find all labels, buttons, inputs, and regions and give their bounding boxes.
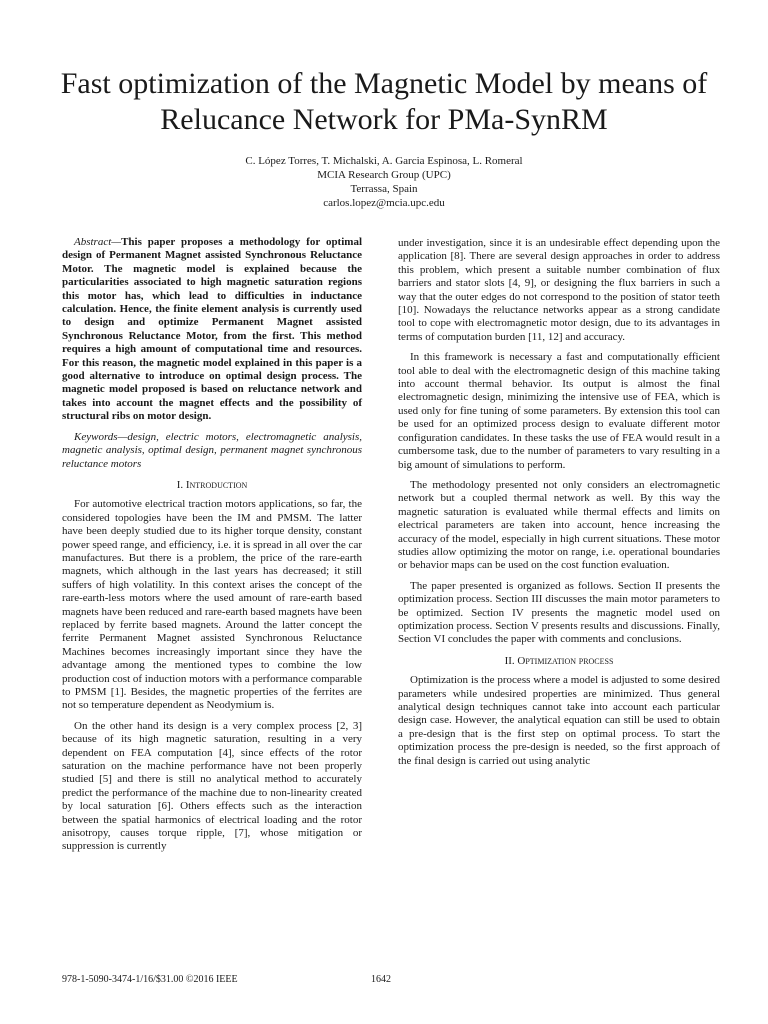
footer-isbn: 978-1-5090-3474-1/16/$31.00 ©2016 IEEE (62, 974, 238, 985)
page-number: 1642 (371, 974, 391, 985)
author-group: MCIA Research Group (UPC) (317, 169, 451, 181)
paragraph: The methodology presented not only considers an electromagnetic network but a coupled thermal network as well. By this way the magnetic saturation is evaluated while thermal effects and limits on electrical parameters are taken into account, hence increasing the accuracy of the model, especially in high current situations. These motor studies allow optimizing the motor on range, i.e. operational boundaries or behavior maps can be used on the cost function evaluation. (398, 478, 720, 572)
section-heading-introduction: I. Introduction (176, 478, 248, 491)
abstract (62, 236, 362, 424)
abstract-lead: Abstract— (74, 236, 122, 248)
left-column (62, 236, 362, 861)
abstract-text: This paper proposes a methodology for optimal design of Permanent Magnet assisted Synchronous Reluctance Motor. The magnetic model is explained because the particularities associated to high magnetic saturation regions this motor has, which lead to difficulties in inductance calculation. Hence, the finite element analysis is currently used to design and optimize Permanent Magnet assisted Synchronous Reluctance Motor, from the first. This method requires a high amount of computational time and resources. For this reason, the magnetic model explained in this paper is a good alternative to introduce on optimal design process. The magnetic model proposed is based on reluctance network and takes into account the magnet effects and the possibility of structural ribs on motor design. (62, 236, 362, 423)
paragraph: On the other hand its design is a very complex process [2, 3] because of its high magnetic saturation, resulting in a very dependent on FEA computation [4], since effects of the rotor saturation on the machine performance have not been properly studied [5] and there is still no analytical method to accurately predict the performance of the machine due to non-linearity created by local saturation [6]. Others effects such as the interaction between the spatial harmonics of electrical loading and the rotor anisotropy, causes torque ripple, [7], whose mitigation or suppression is currently (62, 719, 362, 853)
paper-title (30, 66, 738, 138)
author-block (100, 154, 668, 210)
paragraph: Optimization is the process where a model is adjusted to some desired parameters while undesired properties are minimized. Thus general analytical design techniques cannot take into account each particular design case. However, the analytical equation can still be used to obtain a pre-design that is the first step on optimal process. To start the optimization process the pre-design is needed, so the first approach of the final design is carried out using analytic (398, 674, 720, 767)
paragraph: In this framework is necessary a fast and computationally efficient tool able to deal with the electromagnetic design of this machine taking into account thermal behavior. Its output is almost the final electromagnetic design, minimizing the intensive use of FEA, which is used only for fine tuning of some parameters. By extension this tool can be used for an optimized process design to evaluate different motor configuration candidates. In these tasks the use of FEA would result in a cumbersome task, due to the number of parameters to vary resulting in a big amount of simulations to perform. (398, 351, 720, 471)
author-names: C. López Torres, T. Michalski, A. Garcia Espinosa, L. Romeral (245, 155, 523, 167)
paragraph: The paper presented is organized as follows. Section II presents the optimization process. Section III discusses the main motor parameters to be optimized. Section IV presents the magnetic model used on optimization process. Section V presents results and discussions. Finally, Section VI concludes the paper with comments and conclusions. (398, 579, 720, 646)
author-email[interactable]: carlos.lopez@mcia.upc.edu (323, 197, 445, 209)
paragraph: under investigation, since it is an undesirable effect depending upon the application [8]. There are several design approaches in order to address this problem, which present a suitable number combination of flux barriers and stator slots [4, 9], or designing the flux barriers in such a way that the outer edges do not correspond to the position of stator teeth [10]. Nowadays the reluctance networks appear as a strong candidate tool to cope with electromagnetic motor design, due to its advantages in terms of computation burden [11, 12] and accuracy. (398, 237, 720, 343)
title-line-2: Relucance Network for PMa-SynRM (160, 103, 608, 136)
section-heading-optimization: II. Optimization process (504, 654, 614, 667)
right-column (398, 237, 720, 775)
paragraph: For automotive electrical traction motors applications, so far, the considered topologies have been the IM and PMSM. The latter have been deeply studied due to its higher torque density, constant power speed range, and efficiency, i.e. it is spread in all over the car manufactures. But there is a problem, the price of the rare-earth magnets, which although in the last years has decreased; it still suffers of high volatility. In this context arises the concept of the rare-earth-less motors where the used amount of rare-earth based magnets have been reduced and rare-earth based magnets have been replaced by ferrite based magnets. Around the latter concept the ferrite Permanent Magnet assisted Synchronous Reluctance Machines becomes increasingly important since they have the advantage among the mentioned types to combine the low production cost of induction motors with a performance comparable to PMSM [1]. Besides, the magnetic properties of the ferrites are not so temperature dependent as Neodymium is. (62, 498, 362, 712)
author-location: Terrassa, Spain (350, 183, 418, 195)
title-line-1: Fast optimization of the Magnetic Model by means of (60, 67, 708, 100)
keywords: Keywords—design, electric motors, electromagnetic analysis, magnetic analysis, optimal design, permanent magnet synchronous reluctance motors (62, 430, 362, 470)
